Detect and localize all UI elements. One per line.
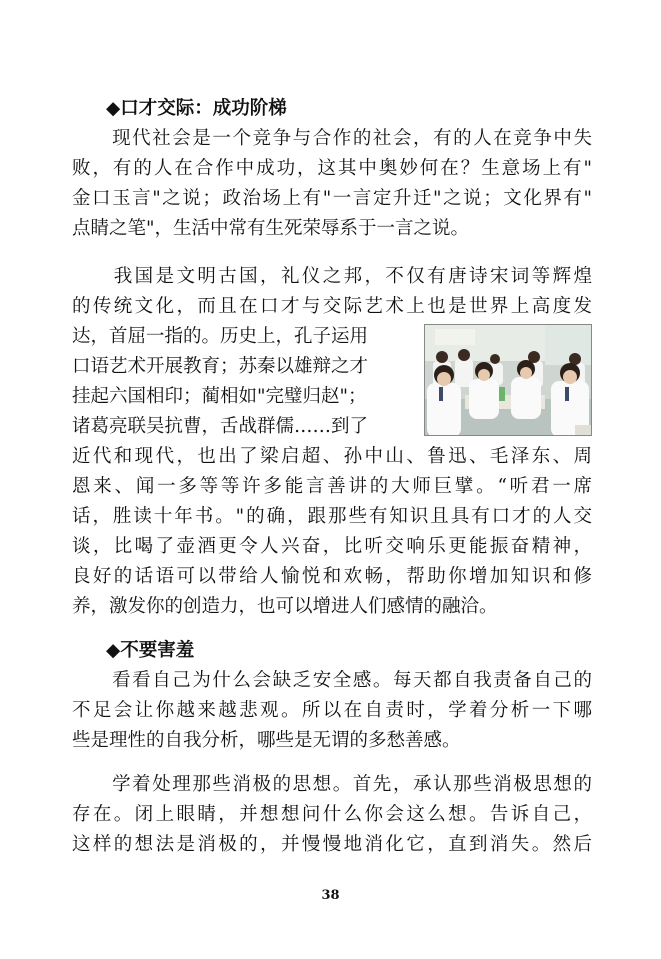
- body-line: 话，胜读十年书。"的确，跟那些有知识且具有口才的人交: [72, 506, 592, 527]
- body-line: 谈，比喝了壶酒更令人兴奋，比听交响乐更能振奋精神，: [72, 536, 592, 557]
- body-line: 近代和现代，也出了梁启超、孙中山、鲁迅、毛泽东、周: [72, 446, 592, 467]
- body-line: 我国是文明古国，礼仪之邦，不仅有唐诗宋词等辉煌: [72, 266, 592, 287]
- body-line: 良好的话语可以带给人愉悦和欢畅，帮助你增加知识和修: [72, 566, 592, 587]
- body-line: 些是理性的自我分析，哪些是无谓的多愁善感。: [72, 730, 461, 751]
- classroom-photo: [424, 324, 592, 436]
- body-line: 存在。闭上眼睛，并想想问什么你会这么想。告诉自己，: [72, 804, 592, 825]
- body-line: 这样的想法是消极的，并慢慢地消化它，直到消失。然后: [72, 834, 592, 855]
- body-line: 的传统文化，而且在口才与交际艺术上也是世界上高度发: [72, 296, 592, 317]
- body-line: 点睛之笔"，生活中常有生死荣辱系于一言之说。: [72, 218, 470, 239]
- body-line: 现代社会是一个竞争与合作的社会，有的人在竞争中失: [72, 128, 592, 149]
- body-line: 金口玉言"之说；政治场上有"一言定升迁"之说；文化界有": [72, 188, 592, 209]
- body-line: 养，激发你的创造力，也可以增进人们感情的融洽。: [72, 596, 498, 617]
- body-line: 学着处理那些消极的思想。首先，承认那些消极思想的: [72, 774, 592, 795]
- section-heading-shyness: ◆不要害羞: [106, 640, 195, 661]
- page-number: 38: [321, 888, 340, 903]
- body-line: 挂起六国相印；蔺相如"完璧归赵"；: [72, 386, 367, 407]
- body-line: 口语艺术开展教育；苏秦以雄辩之才: [72, 356, 369, 377]
- body-line: 败，有的人在合作中成功，这其中奥妙何在？生意场上有": [72, 158, 592, 179]
- body-line: 不足会让你越来越悲观。所以在自责时，学着分析一下哪: [72, 700, 592, 721]
- body-line: 达，首屈一指的。历史上，孔子运用: [72, 326, 369, 347]
- body-line: 看看自己为什么会缺乏安全感。每天都自我责备自己的: [72, 670, 592, 691]
- section-heading-eloquence: ◆口才交际：成功阶梯: [106, 98, 287, 119]
- body-line: 恩来、闻一多等等许多能言善讲的大师巨擘。“听君一席: [72, 476, 592, 497]
- body-line: 诸葛亮联吴抗曹，舌战群儒……到了: [72, 416, 369, 437]
